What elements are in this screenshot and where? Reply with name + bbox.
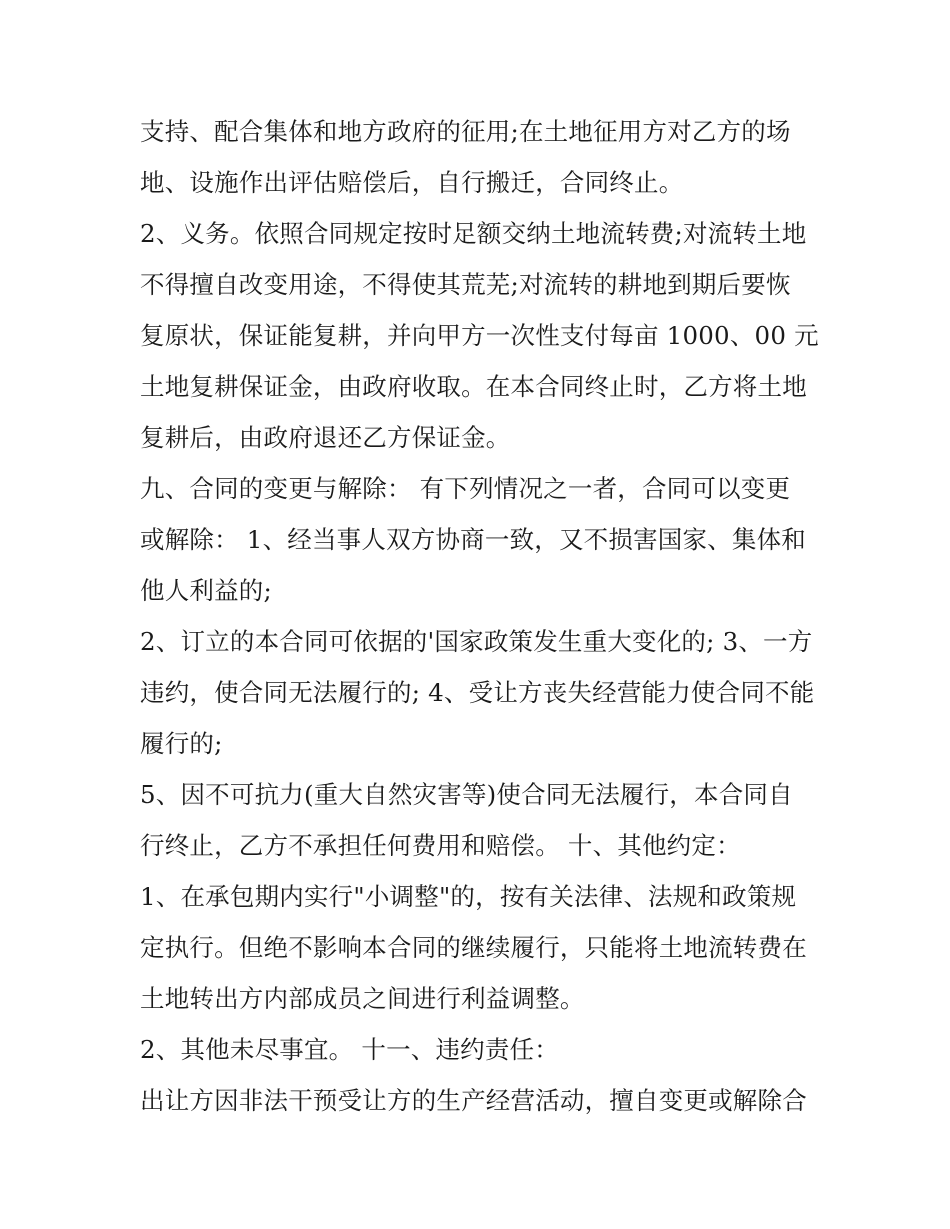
document-body <box>140 106 820 1126</box>
text-line: 5、因不可抗力(重大自然灾害等)使合同无法履行，本合同自 <box>140 780 793 809</box>
text-line: 土地复耕保证金，由政府收取。在本合同终止时，乙方将土地 <box>140 372 807 401</box>
text-line: 1、在承包期内实行"小调整"的，按有关法律、法规和政策规 <box>140 882 797 911</box>
text-line: 复耕后，由政府退还乙方保证金。 <box>140 423 511 452</box>
text-line: 土地转出方内部成员之间进行利益调整。 <box>140 984 585 1013</box>
text-line: 2、其他未尽事宜。 十一、违约责任： <box>140 1035 559 1064</box>
text-line: 或解除： 1、经当事人双方协商一致，又不损害国家、集体和 <box>140 525 806 554</box>
text-line: 不得擅自改变用途，不得使其荒芜;对流转的耕地到期后要恢 <box>140 270 791 299</box>
text-line: 履行的; <box>140 729 223 758</box>
text-line: 定执行。但绝不影响本合同的继续履行，只能将土地流转费在 <box>140 933 807 962</box>
text-line: 出让方因非法干预受让方的生产经营活动，擅自变更或解除合 <box>140 1086 807 1115</box>
text-line: 复原状，保证能复耕，并向甲方一次性支付每亩 1000、00 元 <box>140 321 819 350</box>
text-line: 地、设施作出评估赔偿后，自行搬迁，合同终止。 <box>140 168 684 197</box>
text-line: 违约，使合同无法履行的; 4、受让方丧失经营能力使合同不能 <box>140 678 815 707</box>
text-line: 2、订立的本合同可依据的'国家政策发生重大变化的; 3、一方 <box>140 627 813 656</box>
text-line: 2、义务。依照合同规定按时足额交纳土地流转费;对流转土地 <box>140 219 807 248</box>
text-line: 他人利益的; <box>140 576 272 605</box>
text-line: 支持、配合集体和地方政府的征用;在土地征用方对乙方的场 <box>140 117 791 146</box>
text-line: 九、合同的变更与解除： 有下列情况之一者，合同可以变更 <box>140 474 791 503</box>
text-line: 行终止，乙方不承担任何费用和赔偿。 十、其他约定： <box>140 831 741 860</box>
